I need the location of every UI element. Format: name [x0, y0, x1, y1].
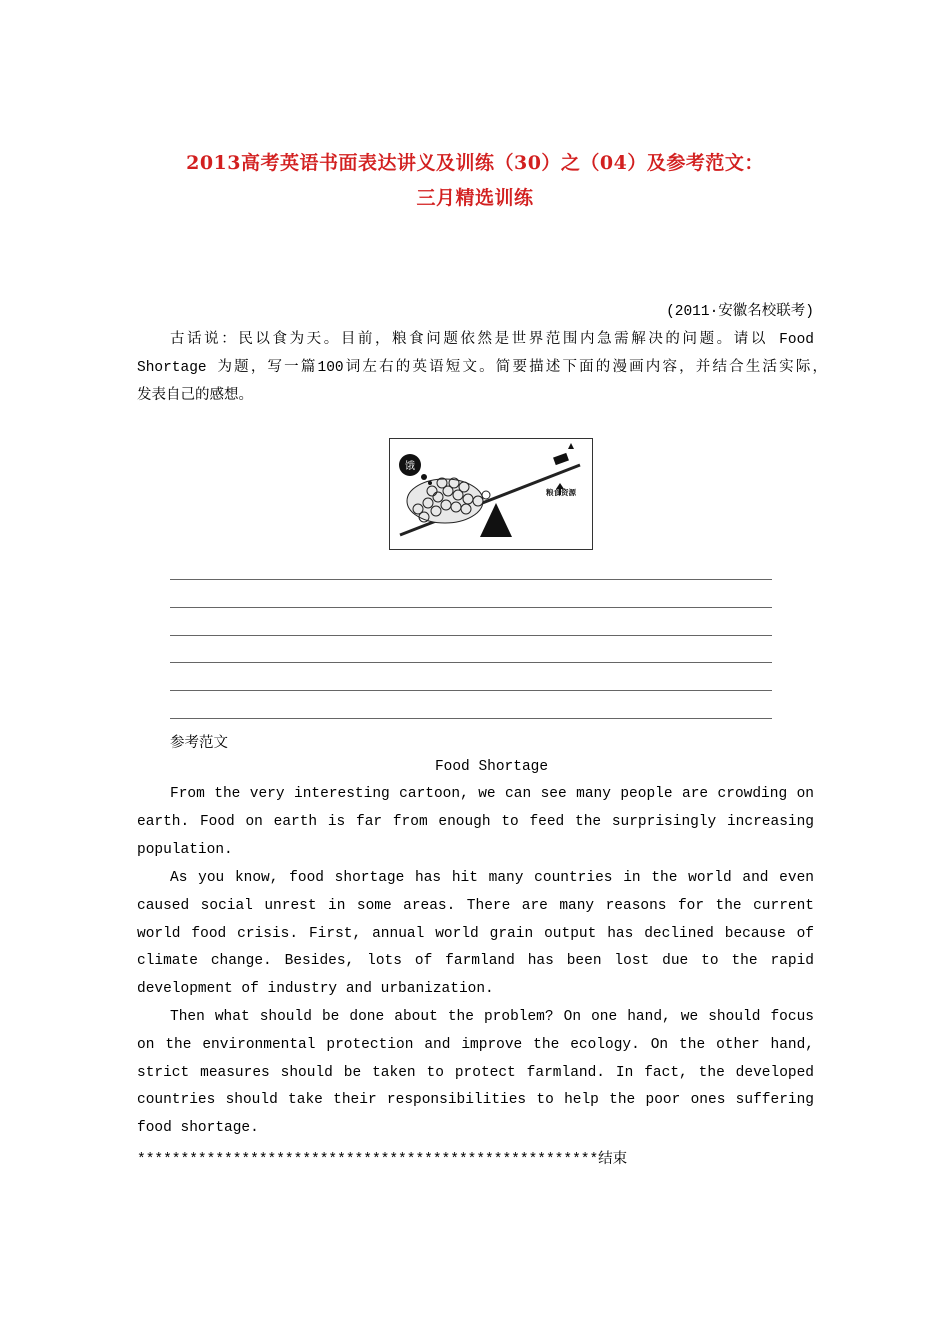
answer-line: [170, 607, 772, 608]
cartoon-drawing: [390, 439, 591, 548]
food-shortage-cartoon: [389, 438, 593, 550]
essay-title: Food Shortage: [434, 759, 549, 775]
document-title-line1: 2013高考英语书面表达讲义及训练（30）之（04）及参考范文：: [186, 152, 764, 174]
bubble-text: 饿: [405, 461, 415, 472]
essay-paragraph-1: From the very interesting cartoon, we can see many people are crowding on earth. Food on earth is far from enough to feed the surprisingly increasing population.: [137, 786, 814, 858]
answer-line: [170, 662, 772, 663]
food-resource-block: [553, 453, 569, 465]
crowd-of-people: [407, 478, 490, 523]
essay-paragraph-3: Then what should be done about the problem? On one hand, we should focus on the environmental protection and improve the ecology. On the other hand, strict measures should be taken to protect farmland. In fact, the developed countries should take their responsibilities to help the poor ones suffering food shortage.: [137, 1009, 814, 1137]
answer-line: [170, 635, 772, 636]
prompt-line-1: 古话说：民以食为天。目前，粮食问题依然是世界范围内急需解决的问题。请以 Food: [170, 332, 814, 348]
thought-bubble: [399, 454, 432, 485]
prompt-line-2: Shortage 为题，写一篇100词左右的英语短文。简要描述下面的漫画内容，并结合生活实际，: [137, 360, 827, 376]
seesaw-fulcrum: [480, 503, 512, 537]
prompt-line-3: 发表自己的感想。: [137, 388, 253, 404]
answer-line: [170, 718, 772, 719]
answer-line: [170, 579, 772, 580]
source-note: (2011·安徽名校联考): [666, 304, 814, 320]
document-title-line2: 三月精选训练: [416, 187, 534, 209]
reference-heading: 参考范文: [170, 736, 228, 752]
end-marker: *****************************************************结束: [137, 1152, 628, 1168]
cartoon-label: 粮食资源: [546, 488, 576, 497]
answer-line: [170, 690, 772, 691]
essay-paragraph-2: As you know, food shortage has hit many countries in the world and even caused social unrest in some areas. There are many reasons for the current world food crisis. First, annual world grain output has declined because of climate change. Besides, lots of farmland has been lost due to the rapid development of industry and urbanization.: [137, 870, 814, 998]
